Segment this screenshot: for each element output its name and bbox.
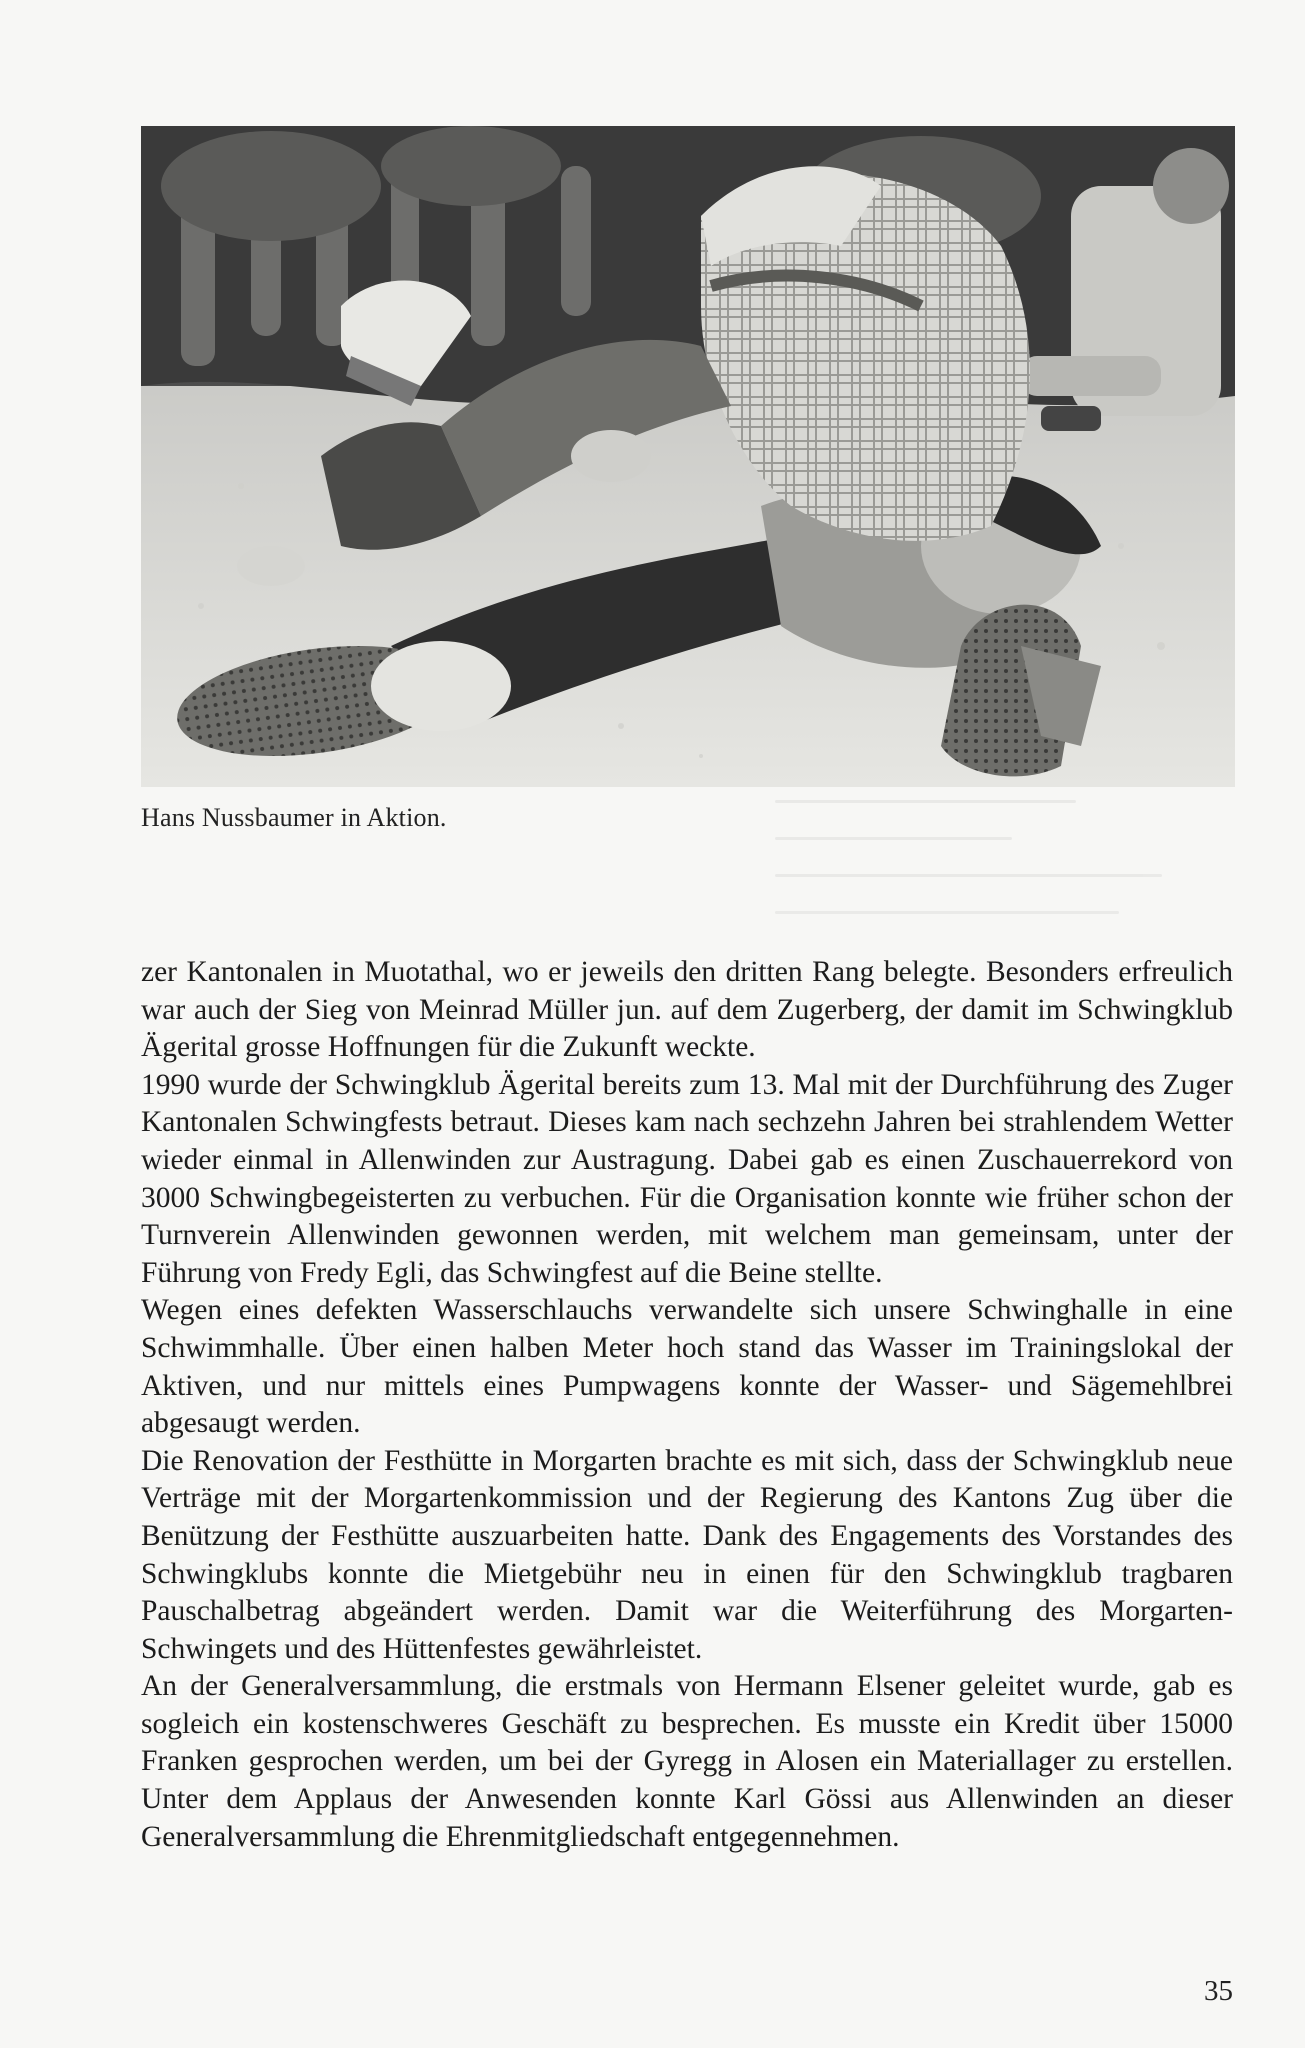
photo-caption: Hans Nussbaumer in Aktion.	[141, 803, 447, 832]
paragraph: Wegen eines defekten Wasserschlauchs verwandelte sich unsere Schwinghalle in eine Schwimmhalle. Über einen halben Meter hoch stand das Wasser im Trainingslokal der Aktiven, und nur mittels eines Pumpwagens konnte der Wasser- und Sägemehlbrei abgesaugt werden.	[141, 1294, 1233, 1440]
article-body	[141, 954, 1233, 1856]
paragraph: An der Generalversammlung, die erstmals von Hermann Elsener geleitet wurde, gab es sogleich ein kostenschweres Geschäft zu besprechen. Es musste ein Kredit über 15000 Franken gesprochen werden, um bei der Gyregg in Alosen ein Materiallager zu erstellen. Unter dem Applaus der Anwesenden konnte Karl Gössi aus Allenwinden an dieser Generalversammlung die Ehrenmitgliedschaft entgegennehmen.	[141, 1670, 1233, 1853]
bleed-through	[775, 800, 1205, 960]
paragraph: zer Kantonalen in Muotathal, wo er jeweils den dritten Rang belegte. Besonders erfreulich war auch der Sieg von Meinrad Müller jun. auf dem Zugerberg, der damit im Schwingklub Ägerital grosse Hoffnungen für die Zukunft weckte.	[141, 956, 1233, 1064]
page-number: 35	[1204, 1975, 1233, 2007]
wrestling-photo	[141, 126, 1235, 787]
paragraph: 1990 wurde der Schwingklub Ägerital bereits zum 13. Mal mit der Durchführung des Zuger Kantonalen Schwingfests betraut. Dieses kam nach sechzehn Jahren bei strahlendem Wetter wieder einmal in Allenwinden zur Austragung. Dabei gab es einen Zuschauerrekord von 3000 Schwingbegeisterten zu verbuchen. Für die Organisation konnte wie früher schon der Turnverein Allenwinden gewonnen werden, mit welchem man gemeinsam, unter der Führung von Fredy Egli, das Schwingfest auf die Beine stellte.	[141, 1068, 1233, 1289]
paragraph: Die Renovation der Festhütte in Morgarten brachte es mit sich, dass der Schwingklub neue Verträge mit der Morgartenkommission und der Regierung des Kantons Zug über die Benützung der Festhütte auszuarbeiten hatte. Dank des Engagements des Vorstandes des Schwingklubs konnte die Mietgebühr neu in einen für den Schwingklub tragbaren Pauschalbetrag abgeändert werden. Damit war die Weiterführung des Morgarten-Schwingets und des Hüttenfestes gewährleistet.	[141, 1444, 1233, 1665]
